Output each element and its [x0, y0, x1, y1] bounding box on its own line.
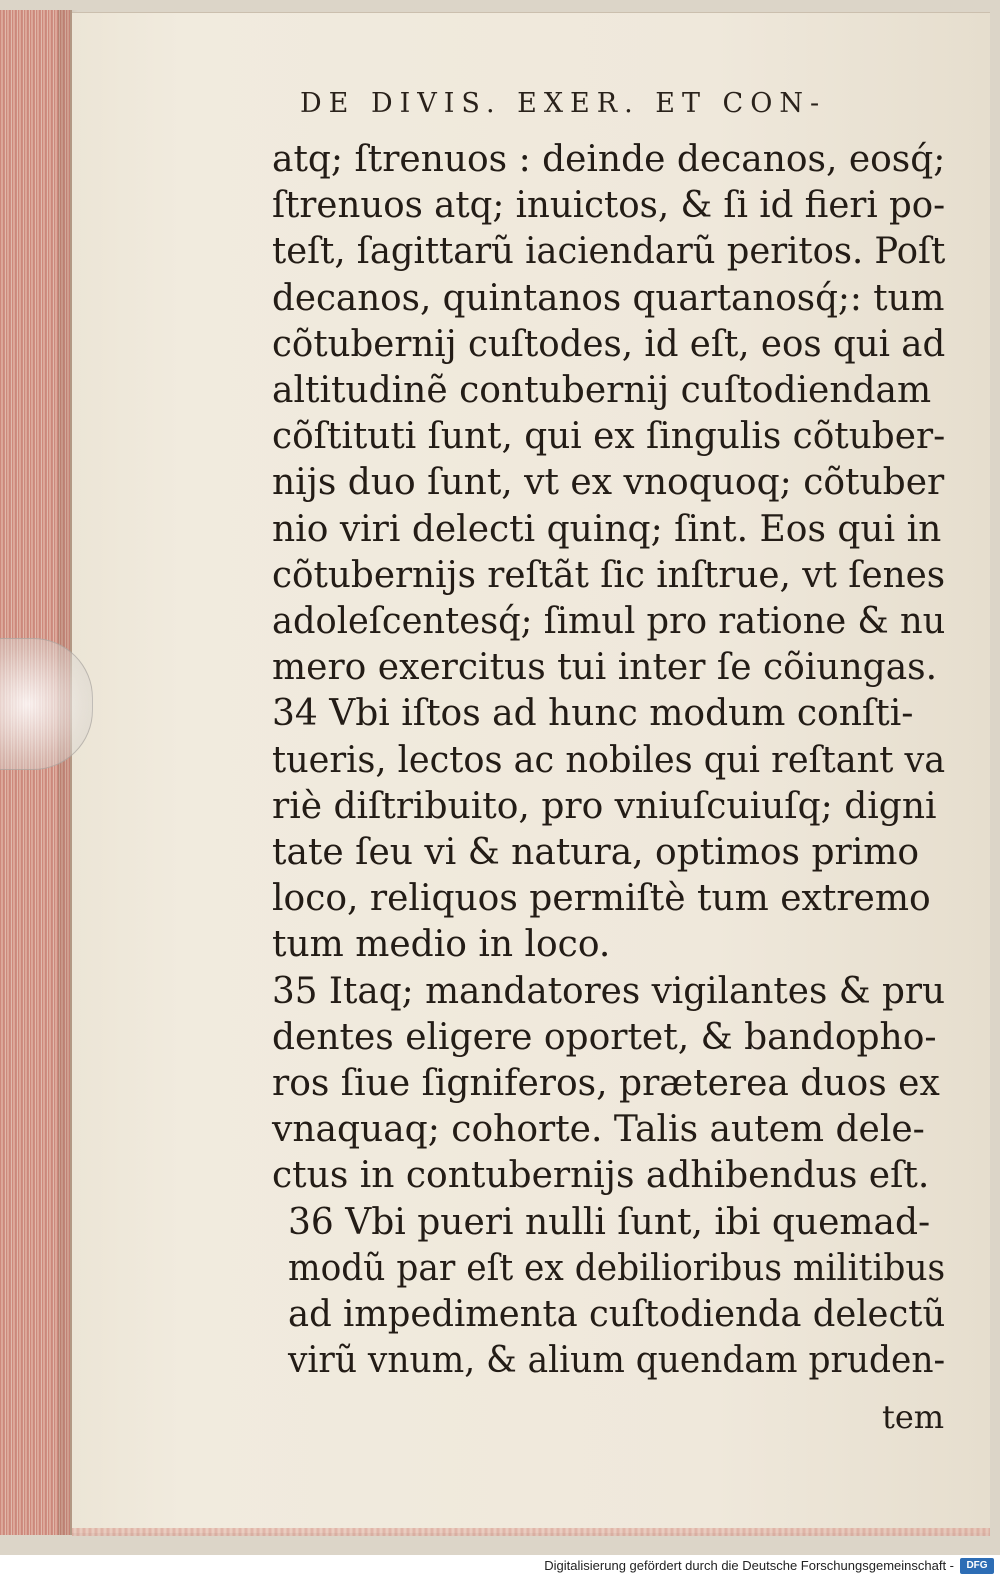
- text-line: ctus in contubernijs adhibendus eſt.: [272, 1155, 930, 1197]
- text-line: nijs duo ſunt, vt ex vnoquoq; cõtuber: [272, 462, 945, 504]
- text-line: 35 Itaq; mandatores vigilantes & pru: [272, 970, 946, 1012]
- text-line: tum medio in loco.: [272, 924, 611, 966]
- text-line: decanos, quintanos quartanosq́;: tum: [272, 277, 945, 319]
- text-line: atq; ſtrenuos : deinde decanos, eosq́;: [272, 139, 946, 180]
- footer-credit: Digitalisierung gefördert durch die Deutsche Forschungsgemeinschaft -: [544, 1558, 954, 1573]
- text-line: cõtubernijs reſtãt ſic inſtrue, vt ſenes: [272, 554, 946, 596]
- text-line: tueris, lectos ac nobiles qui reſtant va: [272, 739, 946, 781]
- text-line: tate ſeu vi & natura, optimos primo: [272, 832, 920, 873]
- text-line: vnaquaq; cohorte. Talis autem dele-: [272, 1109, 925, 1151]
- text-line: 36 Vbi pueri nulli ſunt, ibi quemad-: [288, 1201, 931, 1243]
- text-line: mero exercitus tui inter ſe cõiungas.: [272, 647, 938, 689]
- dfg-logo: DFG: [960, 1558, 994, 1574]
- text-line: 34 Vbi iſtos ad hunc modum conſti-: [272, 693, 914, 735]
- running-head: DE DIVIS. EXER. ET CON-: [300, 88, 827, 119]
- text-line: dentes eligere oportet, & bandopho-: [272, 1016, 937, 1058]
- catchword: tem: [882, 1398, 945, 1436]
- text-line: riè diſtribuito, pro vniuſcuiuſq; digni: [272, 785, 937, 827]
- text-line: ad impedimenta cuſtodienda delectũ: [288, 1294, 946, 1335]
- page-bottom-edge: [72, 1528, 990, 1536]
- text-line: ſtrenuos atq; inuictos, & ſi id fieri po-: [272, 185, 946, 227]
- text-line: cõtubernij cuſtodes, id eſt, eos qui ad: [272, 323, 946, 365]
- text-line: nio viri delecti quinq; ſint. Eos qui in: [272, 508, 942, 550]
- text-line: modũ par eſt ex debilioribus militibus: [288, 1247, 946, 1289]
- text-line: virũ vnum, & alium quendam pruden-: [288, 1340, 946, 1382]
- text-line: teſt, ſagittarũ iaciendarũ peritos. Poſt: [272, 231, 946, 273]
- text-line: cõſtituti ſunt, qui ex ſingulis cõtuber-: [272, 416, 946, 458]
- text-line: adoleſcentesq́; ſimul pro ratione & nu: [272, 601, 946, 642]
- digitization-footer: [0, 1555, 1000, 1578]
- text-line: ros ſiue ſigniferos, præterea duos ex: [272, 1063, 940, 1104]
- text-line: loco, reliquos permiſtè tum extremo: [272, 878, 931, 920]
- text-line: altitudinẽ contubernij cuſtodiendam: [272, 370, 932, 411]
